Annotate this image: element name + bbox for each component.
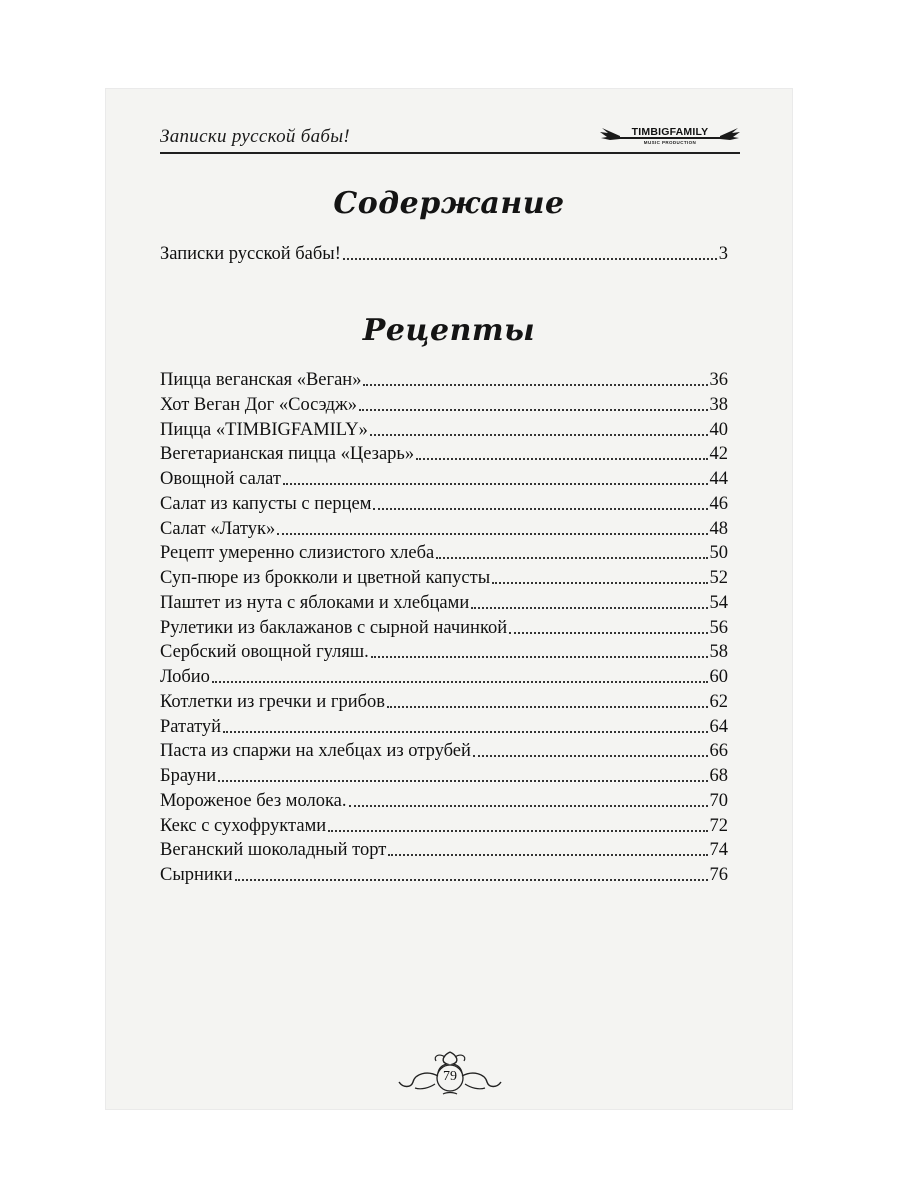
toc-entry-title: Мороженое без молока.	[160, 790, 347, 811]
brand-name: TIMBIGFAMILY	[631, 126, 709, 138]
toc-entry-title: Веганский шоколадный торт	[160, 840, 387, 861]
toc-entry-page: 3	[718, 244, 728, 264]
toc-entry	[160, 565, 728, 589]
contents-heading: Содержание	[333, 186, 565, 221]
toc-entry	[160, 714, 728, 738]
dot-leader	[388, 854, 707, 856]
toc-entry	[160, 837, 728, 861]
toc-entry-title: Рецепт умеренно слизистого хлеба	[160, 543, 435, 564]
toc-entry-page: 70	[709, 790, 728, 811]
dot-leader	[235, 879, 708, 881]
toc-entry-title: Записки русской бабы!	[160, 244, 341, 264]
toc-entry	[160, 491, 728, 515]
dot-leader	[471, 607, 707, 609]
toc-entry-page: 48	[709, 518, 728, 539]
toc-entry-title: Салат из капусты с перцем	[160, 493, 372, 514]
toc-entry-title: Котлетки из гречки и грибов	[160, 691, 385, 712]
toc-entry-title: Рататуй	[160, 716, 222, 737]
dot-leader	[283, 483, 708, 485]
toc-entry-page: 66	[709, 741, 728, 762]
toc-entry-page: 38	[709, 394, 728, 415]
toc-entry-title: Рулетики из баклажанов с сырной начинкой	[160, 617, 508, 638]
toc-entry-title: Пицца «TIMBIGFAMILY»	[160, 419, 368, 440]
toc-entry-title: Кекс с сухофруктами	[160, 815, 327, 836]
toc-entry-page: 64	[709, 716, 728, 737]
toc-entry	[160, 615, 728, 639]
book-page	[105, 88, 793, 1110]
toc-entry-page: 40	[709, 419, 728, 440]
toc-entry	[160, 813, 728, 837]
toc-entry-title: Хот Веган Дог «Сосэдж»	[160, 394, 358, 415]
toc-entry-title: Паста из спаржи на хлебцах из отрубей	[160, 741, 471, 762]
running-header	[160, 124, 740, 152]
dot-leader	[363, 384, 707, 386]
toc-entry-page: 52	[709, 568, 728, 588]
toc-entry	[160, 590, 728, 614]
toc-entry	[160, 516, 728, 540]
dot-leader	[212, 681, 708, 683]
dot-leader	[359, 409, 707, 411]
toc-entry	[160, 862, 728, 886]
toc-entry-title: Салат «Латук»	[160, 518, 276, 539]
recipes-heading: Рецепты	[362, 313, 536, 348]
toc-entry	[160, 639, 728, 663]
toc-entry-page: 46	[709, 493, 728, 514]
toc-entry-page: 50	[709, 543, 728, 564]
brand-logo	[600, 124, 740, 150]
dot-leader	[416, 458, 707, 460]
toc-entry-title: Лобио	[160, 667, 210, 687]
toc-entry-title: Вегетарианская пицца «Цезарь»	[160, 444, 415, 465]
toc-entry	[160, 540, 728, 564]
dot-leader	[373, 508, 707, 510]
toc-entry-page: 68	[709, 766, 728, 786]
toc-entry-page: 58	[709, 642, 728, 663]
dot-leader	[223, 731, 707, 733]
toc-entry-page: 74	[709, 840, 728, 861]
dot-leader	[328, 830, 707, 832]
toc-entry	[160, 241, 728, 265]
toc-entry	[160, 738, 728, 762]
dot-leader	[218, 780, 707, 782]
dot-leader	[343, 258, 717, 260]
dot-leader	[387, 706, 708, 708]
toc-entry	[160, 689, 728, 713]
dot-leader	[349, 805, 708, 807]
toc-entry-page: 54	[709, 592, 728, 613]
dot-leader	[277, 533, 707, 535]
toc-entry-page: 42	[709, 444, 728, 465]
toc-entry-title: Суп-пюре из брокколи и цветной капусты	[160, 568, 491, 588]
page-number-ornament	[395, 1048, 505, 1098]
dot-leader	[473, 755, 708, 757]
dot-leader	[436, 557, 707, 559]
toc-entry-page: 76	[709, 865, 728, 885]
toc-entry-page: 62	[709, 691, 728, 712]
toc-entry-title: Брауни	[160, 766, 217, 786]
toc-entry-title: Паштет из нута с яблоками и хлебцами	[160, 592, 470, 613]
toc-entry-page: 44	[709, 469, 728, 489]
toc-entry-page: 56	[709, 617, 728, 638]
toc-entry-title: Сербский овощной гуляш.	[160, 642, 369, 663]
dot-leader	[371, 656, 708, 658]
dot-leader	[509, 632, 707, 634]
toc-entry-title: Пицца веганская «Веган»	[160, 370, 362, 390]
toc-entry	[160, 392, 728, 416]
toc-entry-page: 36	[709, 370, 728, 390]
dot-leader	[370, 434, 708, 436]
toc-entry	[160, 417, 728, 441]
page-number: 79	[443, 1069, 457, 1084]
toc-entry-page: 60	[709, 667, 728, 687]
running-title: Записки русской бабы!	[160, 126, 351, 147]
toc-entry	[160, 441, 728, 465]
header-rule	[160, 152, 740, 154]
dot-leader	[492, 582, 707, 584]
toc-entry	[160, 763, 728, 787]
toc-entry	[160, 788, 728, 812]
toc-entry	[160, 664, 728, 688]
toc-entry-title: Овощной салат	[160, 469, 281, 489]
toc-entry	[160, 367, 728, 391]
toc-entry-title: Сырники	[160, 865, 233, 885]
toc-entry	[160, 466, 728, 490]
toc-entry-page: 72	[709, 815, 728, 836]
brand-subtitle: MUSIC PRODUCTION	[643, 140, 697, 145]
